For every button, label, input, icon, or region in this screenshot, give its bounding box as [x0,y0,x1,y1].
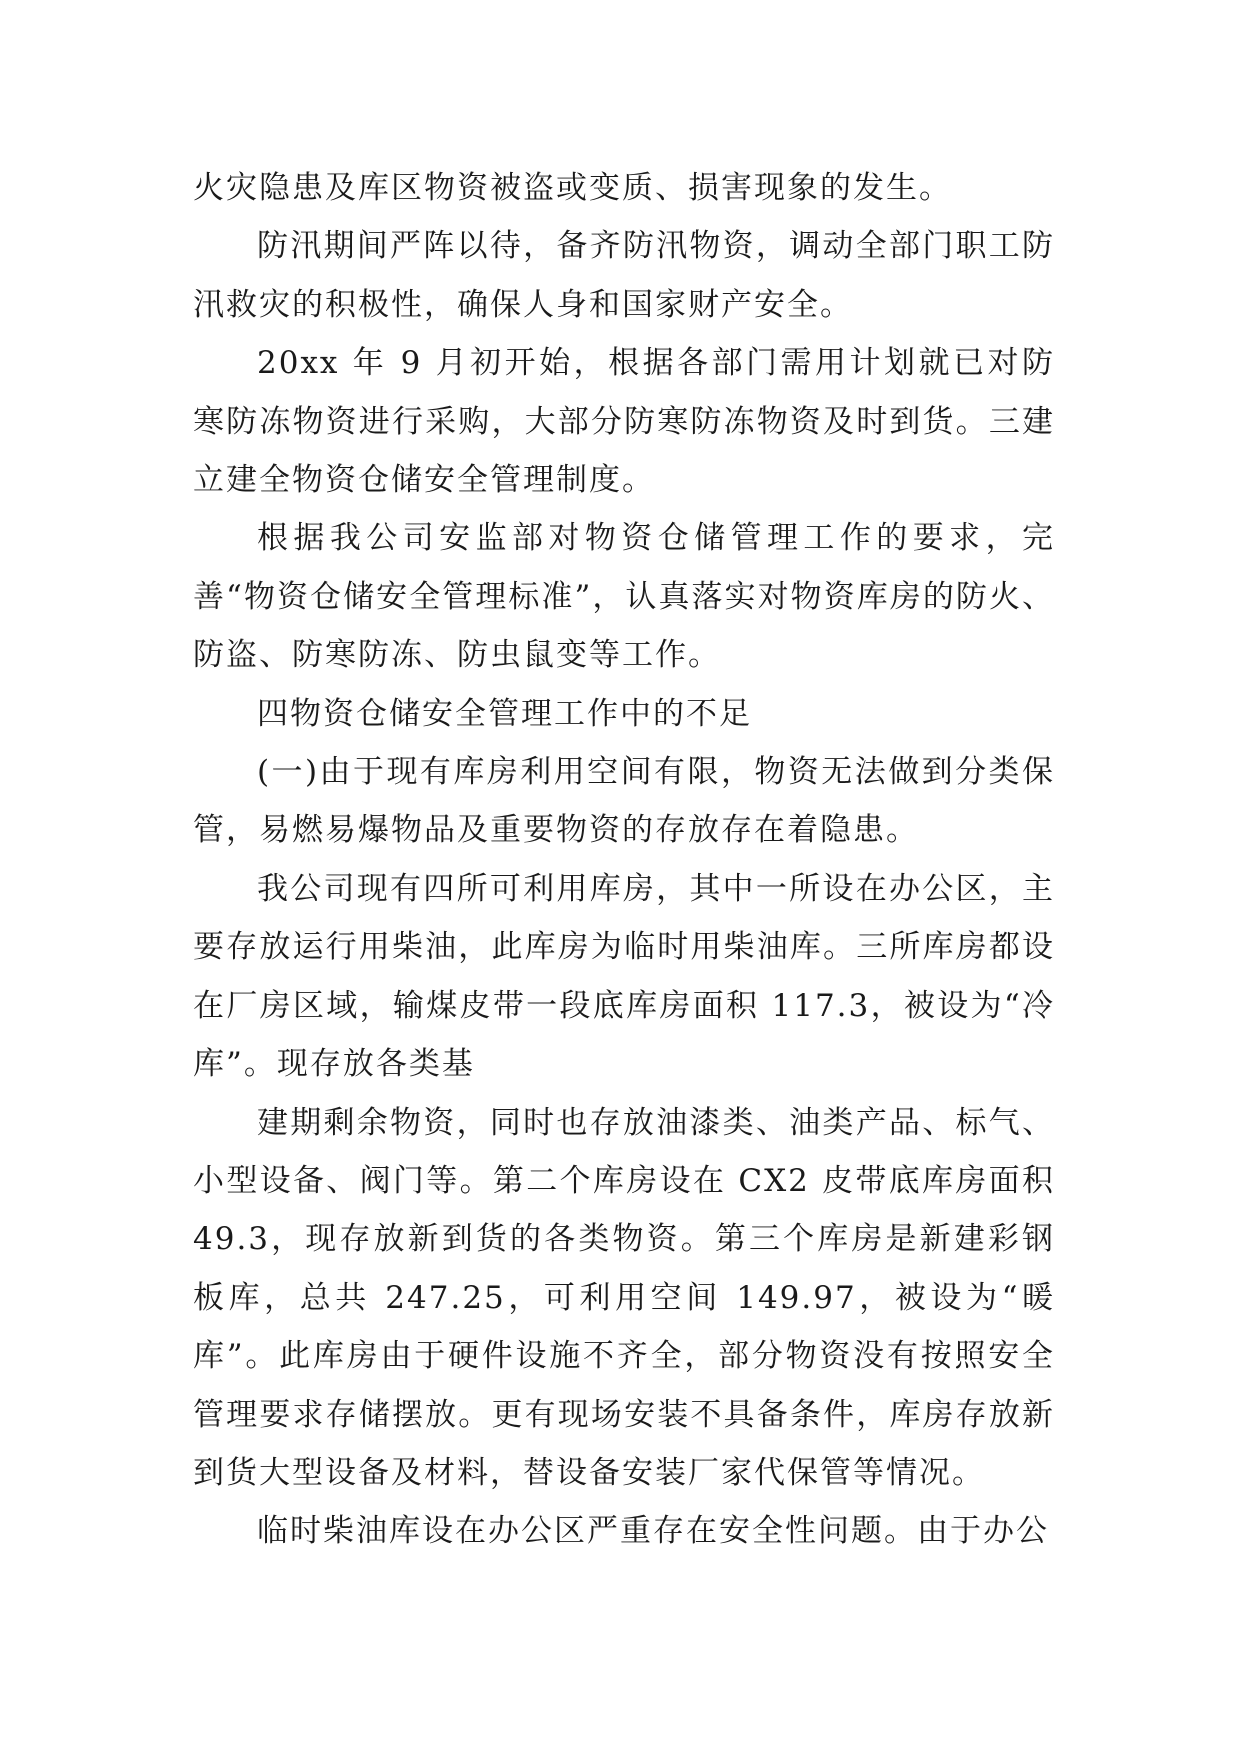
paragraph: 临时柴油库设在办公区严重存在安全性问题。由于办公 [257,1513,1049,1550]
paragraph: 防汛期间严阵以待，备齐防汛物资，调动全部门职工防汛救灾的积极性，确保人身和国家财产安全。 [193,228,1055,323]
paragraph: 20xx 年 9 月初开始，根据各部门需用计划就已对防寒防冻物资进行采购，大部分防寒防冻物资及时到货。三建立建全物资仓储安全管理制度。 [193,345,1055,499]
paragraph: 根据我公司安监部对物资仓储管理工作的要求，完善“物资仓储安全管理标准”，认真落实对物资库房的防火、防盗、防寒防冻、防虫鼠变等工作。 [193,520,1055,674]
document-body [193,159,1055,1561]
paragraph: 火灾隐患及库区物资被盗或变质、损害现象的发生。 [193,170,952,206]
paragraph: (一)由于现有库房利用空间有限，物资无法做到分类保管，易燃易爆物品及重要物资的存放存在着隐患。 [193,754,1055,849]
section-heading: 四物资仓储安全管理工作中的不足 [257,695,752,732]
paragraph: 我公司现有四所可利用库房，其中一所设在办公区，主要存放运行用柴油，此库房为临时用柴油库。三所库房都设在厂房区域，输煤皮带一段底库房面积 117.3，被设为“冷库”。现存放各类基 [193,870,1055,1083]
paragraph: 建期剩余物资，同时也存放油漆类、油类产品、标气、小型设备、阀门等。第二个库房设在 CX2 皮带底库房面积 49.3，现存放新到货的各类物资。第三个库房是新建彩钢板库，总共 247.25，可利用空间 149.97，被设为“暖库”。此库房由于硬件设施不齐全，部分物资没有按照安全管理要求存储摆放。更有现场安装不具备条件，库房存放新到货大型设备及材料，替设备安装厂家代保管等情况。 [193,1104,1055,1491]
